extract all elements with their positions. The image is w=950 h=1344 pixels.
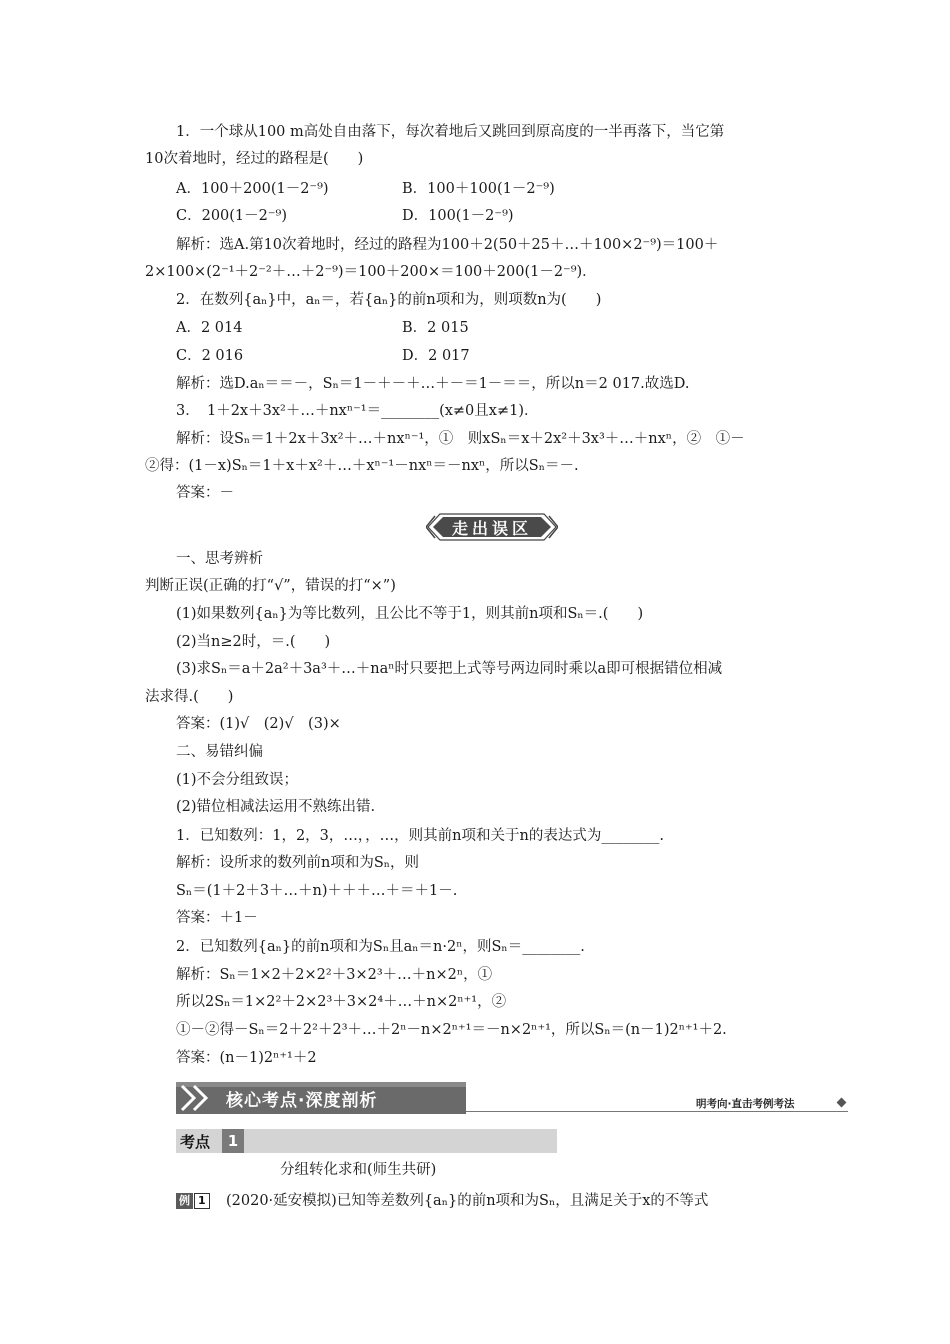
q1-solution-line1: 解析：选A.第10次着地时，经过的路程为100＋2(50＋25＋…＋100×2⁻⁹)＝100＋ (176, 237, 719, 253)
section1-intro: 判断正误(正确的打“√”，错误的打“×”) (145, 578, 396, 594)
judge-item-3-line2: 法求得.( ) (145, 689, 234, 705)
q1-solution-line2: 2×100×(2⁻¹＋2⁻²＋…＋2⁻⁹)＝100＋200×＝100＋200(1－2⁻⁹)． (145, 264, 597, 280)
kaodian-label: 考点 (180, 1132, 211, 1151)
q2-solution: 解析：选D.aₙ＝＝－，Sₙ＝1－＋－＋…＋－＝1－＝＝，所以n＝2 017.故选D. (176, 376, 690, 392)
section-header-subtitle: 明考向·直击考例考法 (696, 1098, 795, 1110)
pitfall-2: (2)错位相减法运用不熟练出错. (176, 799, 376, 815)
judge-answer: 答案：(1)√ (2)√ (3)× (176, 716, 341, 732)
exercise1-answer: 答案：＋1－ (176, 910, 258, 926)
section1-title: 一、思考辨析 (176, 551, 263, 567)
section-header-title: 核心考点·深度剖析 (226, 1090, 378, 1111)
section2-title: 二、易错纠偏 (176, 744, 263, 760)
q2-line1: 2．在数列{aₙ}中，aₙ＝，若{aₙ}的前n项和为，则项数n为( ) (176, 292, 602, 308)
kaodian-number: 1 (222, 1129, 244, 1153)
judge-item-1: (1)如果数列{aₙ}为等比数列，且公比不等于1，则其前n项和Sₙ＝.( ) (176, 606, 644, 622)
q3-line1: 3． 1＋2x＋3x²＋…＋nxⁿ⁻¹＝________(x≠0且x≠1)． (176, 403, 539, 419)
example-number: 1 (194, 1193, 210, 1209)
pitfall-1: (1)不会分组致误； (176, 772, 299, 788)
section-header-rule (466, 1111, 848, 1112)
banner-label: 走出误区 (451, 518, 532, 538)
kaodian-subtitle: 分组转化求和(师生共研) (280, 1162, 437, 1178)
mistakes-banner (426, 512, 558, 542)
exercise2-line1: 2．已知数列{aₙ}的前n项和为Sₙ且aₙ＝n·2ⁿ，则Sₙ＝________. (176, 939, 585, 955)
exercise1-line1: 1．已知数列：1，2，3，…，，…，则其前n项和关于n的表达式为________. (176, 828, 664, 844)
q2-option-b: B．2 015 (402, 320, 469, 336)
exercise2-solution-line3: ①－②得－Sₙ＝2＋2²＋2³＋…＋2ⁿ－n×2ⁿ⁺¹＝－n×2ⁿ⁺¹，所以Sₙ＝(n－1)2ⁿ⁺¹＋2. (176, 1022, 727, 1038)
q1-option-b: B．100＋100(1－2⁻⁹) (402, 181, 555, 197)
judge-item-3-line1: (3)求Sₙ＝a＋2a²＋3a³＋…＋naⁿ时只要把上式等号两边同时乘以a即可根据错位相减 (176, 661, 723, 677)
q3-answer: 答案：－ (176, 485, 234, 501)
q1-option-d: D．100(1－2⁻⁹) (402, 208, 514, 224)
q1-option-c: C．200(1－2⁻⁹) (176, 208, 288, 224)
q1-line2: 10次着地时，经过的路程是( ) (145, 151, 364, 167)
exercise2-solution-line1: 解析：Sₙ＝1×2＋2×2²＋3×2³＋…＋n×2ⁿ，① (176, 967, 493, 983)
example-badge (176, 1193, 210, 1209)
exercise1-solution-line2: Sₙ＝(1＋2＋3＋…＋n)＋＋＋…＋＝＋1－. (176, 883, 458, 899)
q1-option-a: A．100＋200(1－2⁻⁹) (176, 181, 329, 197)
exercise2-answer: 答案：(n－1)2ⁿ⁺¹＋2 (176, 1050, 317, 1066)
q2-option-d: D．2 017 (402, 348, 470, 364)
q3-solution-line1: 解析：设Sₙ＝1＋2x＋3x²＋…＋nxⁿ⁻¹，① 则xSₙ＝x＋2x²＋3x³＋…＋nxⁿ，② ①－ (176, 431, 745, 447)
exercise1-solution-line1: 解析：设所求的数列前n项和为Sₙ，则 (176, 855, 420, 871)
exercise2-solution-line2: 所以2Sₙ＝1×2²＋2×2³＋3×2⁴＋…＋n×2ⁿ⁺¹，② (176, 994, 507, 1010)
judge-item-2: (2)当n≥2时，＝.( ) (176, 634, 331, 650)
diamond-icon (837, 1098, 847, 1108)
q2-option-a: A．2 014 (176, 320, 243, 336)
example1-line1: (2020·延安模拟)已知等差数列{aₙ}的前n项和为Sₙ，且满足关于x的不等式 (226, 1193, 709, 1209)
q2-option-c: C．2 016 (176, 348, 244, 364)
q3-solution-line2: ②得：(1－x)Sₙ＝1＋x＋x²＋…＋xⁿ⁻¹－nxⁿ＝－nxⁿ，所以Sₙ＝－. (145, 458, 579, 474)
q1-line1: 1．一个球从100 m高处自由落下，每次着地后又跳回到原高度的一半再落下，当它第 (176, 124, 725, 140)
example-label: 例 (176, 1193, 193, 1209)
